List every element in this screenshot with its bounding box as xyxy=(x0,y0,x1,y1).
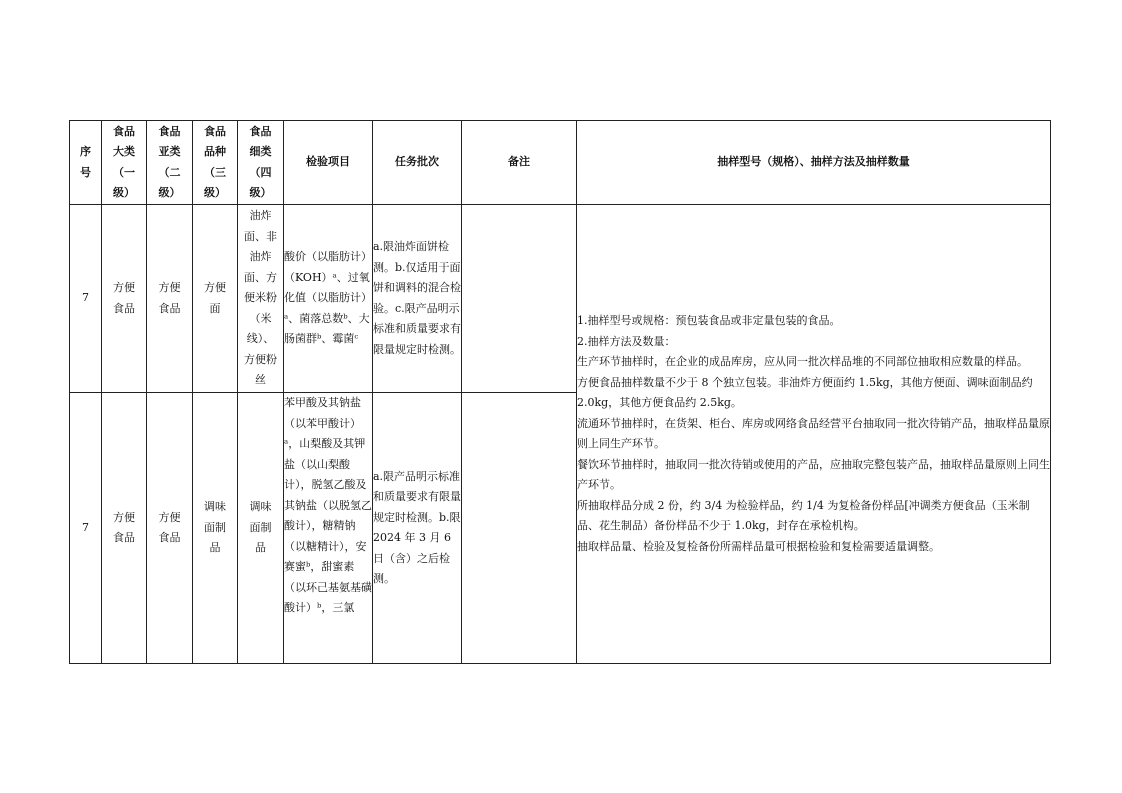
row-cat3: 调味面制品 xyxy=(193,393,238,664)
header-cat3: 食品品种（三级） xyxy=(193,121,238,205)
method-line: 2.抽样方法及数量： xyxy=(577,334,676,348)
row-items: 苯甲酸及其钠盐（以苯甲酸计）ᵃ，山梨酸及其钾盐（以山梨酸计），脱氢乙酸及其钠盐（以脱氢乙酸计），糖精钠（以糖精计），安赛蜜ᵇ，甜蜜素（以环己基氨基磺酸计）ᵇ，三氯 xyxy=(284,393,373,664)
row-cat2: 方便食品 xyxy=(147,393,193,664)
method-line: 方便食品抽样数量不少于 8 个独立包装。非油炸方便面约 1.5kg，其他方便面、调味面制品约 2.0kg，其他方便食品约 2.5kg。 xyxy=(577,375,1033,409)
row-cat1: 方便食品 xyxy=(102,393,147,664)
row-items: 酸价（以脂肪计）（KOH）ᵃ、过氧化值（以脂肪计）ᵃ、菌落总数ᵇ、大肠菌群ᵇ、霉菌ᶜ xyxy=(284,205,373,393)
row-cat1: 方便食品 xyxy=(102,205,147,393)
header-remark: 备注 xyxy=(462,121,577,205)
header-cat4: 食品细类（四级） xyxy=(238,121,284,205)
method-line: 抽取样品量、检验及复检备份所需样品量可根据检验和复检需要适量调整。 xyxy=(577,539,940,553)
row-batch: a.限油炸面饼检测。b.仅适用于面饼和调料的混合检验。c.限产品明示标准和质量要求有限量规定时检测。 xyxy=(373,205,462,393)
row-cat4: 调味面制品 xyxy=(238,393,284,664)
sampling-table xyxy=(69,120,1051,664)
header-method: 抽样型号（规格）、抽样方法及抽样数量 xyxy=(577,121,1051,205)
table-row xyxy=(70,205,1051,393)
header-items: 检验项目 xyxy=(284,121,373,205)
header-seq: 序号 xyxy=(70,121,102,205)
row-remark xyxy=(462,205,577,393)
row-remark xyxy=(462,393,577,664)
row-cat4: 油炸面、非油炸面、方便米粉（米线）、方便粉丝 xyxy=(238,205,284,393)
row-cat2: 方便食品 xyxy=(147,205,193,393)
header-row xyxy=(70,121,1051,205)
header-cat1: 食品大类（一级） xyxy=(102,121,147,205)
method-line: 生产环节抽样时，在企业的成品库房，应从同一批次样品堆的不同部位抽取相应数量的样品。 xyxy=(577,355,1028,368)
row-cat3: 方便面 xyxy=(193,205,238,393)
header-cat2: 食品亚类（二级） xyxy=(147,121,193,205)
method-line: 所抽取样品分成 2 份，约 3/4 为检验样品，约 1/4 为复检备份样品[冲调类方便食品（玉米制品、花生制品）备份样品不少于 1.0kg，封存在承检机构。 xyxy=(577,498,1030,532)
method-line: 流通环节抽样时，在货架、柜台、库房或网络食品经营平台抽取同一批次待销产品，抽取样品量原则上同生产环节。 xyxy=(577,416,1050,450)
row-seq: 7 xyxy=(70,393,102,664)
row-seq: 7 xyxy=(70,205,102,393)
row-batch: a.限产品明示标准和质量要求有限量规定时检测。b.限 2024 年 3 月 6 日（含）之后检测。 xyxy=(373,393,462,664)
method-line: 餐饮环节抽样时，抽取同一批次待销或使用的产品，应抽取完整包装产品，抽取样品量原则上同生产环节。 xyxy=(577,457,1050,491)
header-batch: 任务批次 xyxy=(373,121,462,205)
method-line: 1.抽样型号或规格：预包装食品或非定量包装的食品。 xyxy=(577,314,841,327)
sampling-method-cell xyxy=(577,205,1051,664)
